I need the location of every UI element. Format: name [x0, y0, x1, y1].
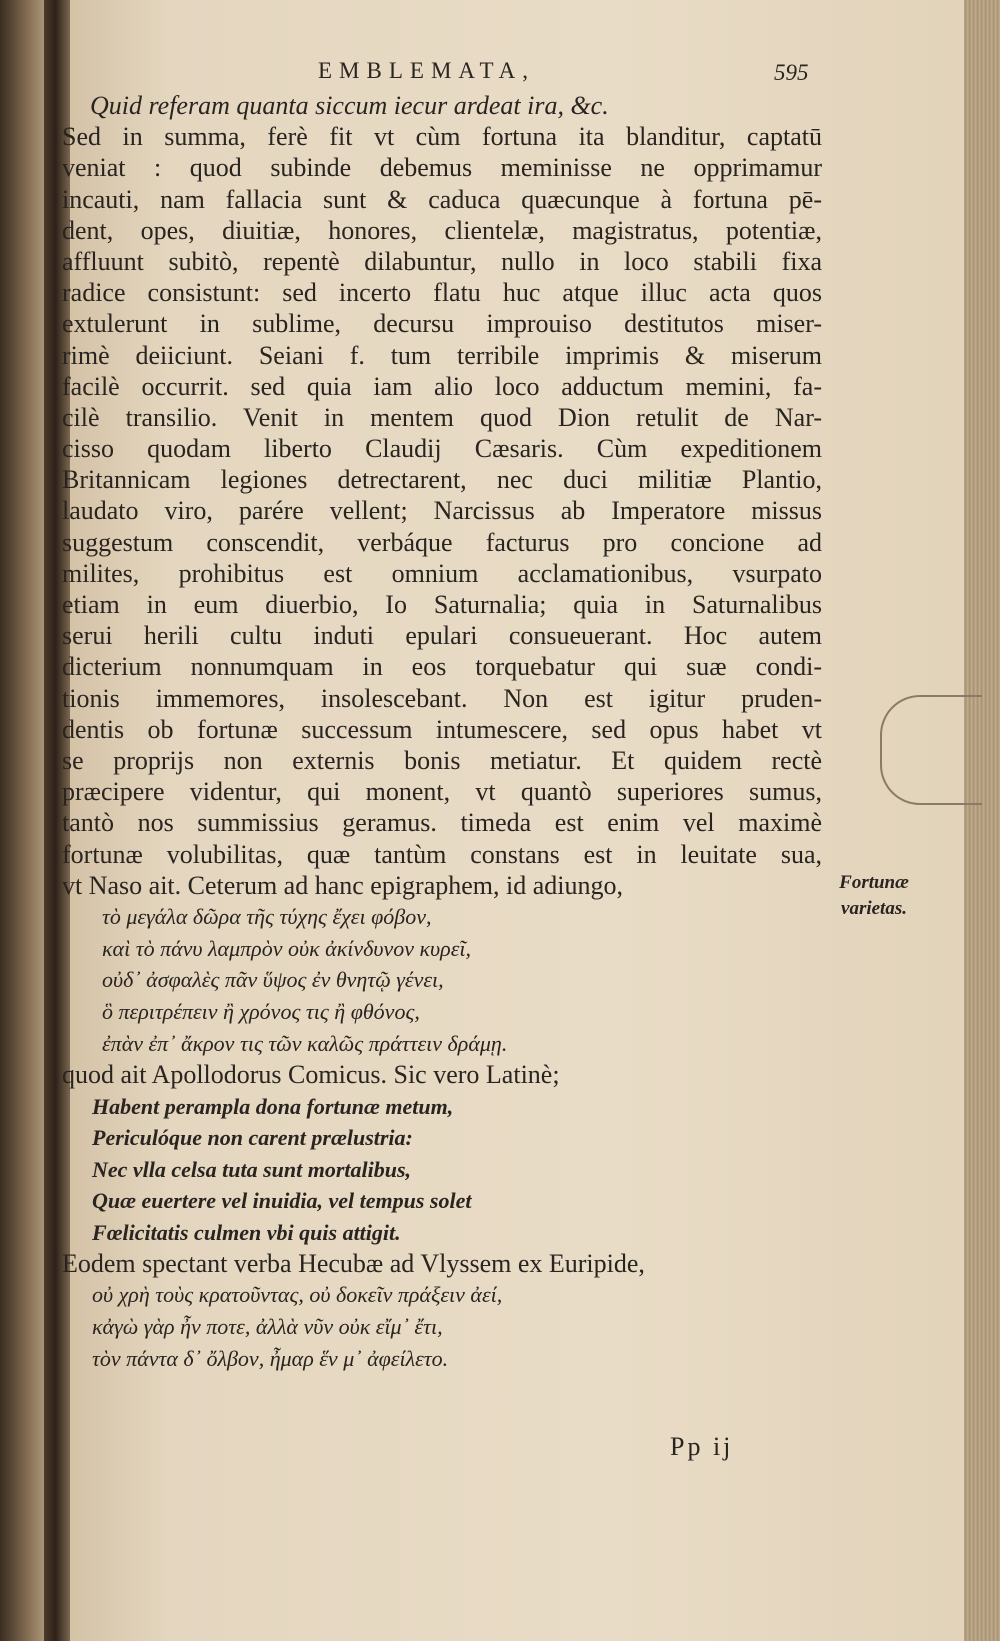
text-line: præcipere videntur, qui monent, vt quantò superiores sumus, — [62, 777, 822, 807]
page-edges — [964, 0, 1000, 1641]
running-head: EMBLEMATA, — [318, 58, 536, 83]
latin-verse-line: Periculóque non carent prælustria: — [92, 1125, 413, 1150]
text-line: facilè occurrit. sed quia iam alio loco adductum memini, fa- — [62, 371, 822, 401]
text-line: cilè transilio. Venit in mentem quod Dion retulit de Nar- — [62, 402, 822, 432]
text-line: quod ait Apollodorus Comicus. Sic vero Latinè; — [62, 1060, 560, 1090]
text-line: se proprijs non externis bonis metiatur. Et quidem rectè — [62, 745, 822, 775]
latin-verse-line: Nec vlla celsa tuta sunt mortalibus, — [92, 1156, 412, 1182]
greek-verse-line: τὸν πάντα δ᾽ ὄλβον, ἦμαρ ἕν μ᾽ ἀφείλετο. — [92, 1345, 449, 1371]
text-line: tionis immemores, insolescebant. Non est igitur pruden- — [62, 683, 822, 713]
latin-verse-line: Fœlicitatis culmen vbi quis attigit. — [92, 1219, 401, 1245]
text-line: radice consistunt: sed incerto flatu huc atque illuc acta quos — [62, 278, 822, 308]
latin-verse-line: Quæ euertere vel inuidia, vel tempus solet — [92, 1188, 472, 1213]
greek-verse-line: κἀγὼ γὰρ ἦν ποτε, ἀλλὰ νῦν οὐκ εἴμ᾽ ἔτι, — [92, 1313, 443, 1339]
text-line: laudato viro, parére vellent; Narcissus ab Imperatore missus — [62, 496, 822, 526]
page-number: 595 — [774, 60, 809, 85]
greek-verse-line: ὃ περιτρέπειν ἢ χρόνος τις ἢ φθόνος, — [102, 998, 420, 1024]
greek-verse-line: καὶ τὸ πάνυ λαμπρὸν οὐκ ἀκίνδυνον κυρεῖ, — [102, 935, 471, 961]
latin-verse-line: Habent perampla dona fortunæ metum, — [92, 1093, 454, 1119]
text-line: Sed in summa, ferè fit vt cùm fortuna ita blanditur, captatū — [62, 122, 822, 152]
text-line: milites, prohibitus est omnium acclamationibus, vsurpato — [62, 558, 822, 588]
text-line: Britannicam legiones detrectarent, nec duci militiæ Plantio, — [62, 465, 822, 495]
text-line: tantò nos summissius geramus. timeda est enim vel maximè — [62, 808, 822, 838]
text-line: Quid referam quanta siccum iecur ardeat ira, &c. — [90, 91, 609, 120]
text-line: dicterium nonnumquam in eos torquebatur qui suæ condi- — [62, 652, 822, 682]
page-clip — [880, 695, 982, 805]
text-line: cisso quodam liberto Claudij Cæsaris. Cùm expeditionem — [62, 434, 822, 464]
text-line: veniat : quod subinde debemus meminisse ne opprimamur — [62, 153, 822, 183]
marginal-note — [814, 870, 934, 922]
text-line: rimè deiiciunt. Seiani f. tum terribile imprimis & miserum — [62, 340, 822, 370]
text-line: serui herili cultu induti epulari consueuerant. Hoc autem — [62, 621, 822, 651]
marginal-note-line: Fortunæ — [839, 872, 909, 893]
greek-verse-line: οὐ χρὴ τοὺς κρατοῦντας, οὐ δοκεῖν πράξειν ἀεί, — [92, 1282, 503, 1308]
text-line: affluunt subitò, repentè dilabuntur, nullo in loco stabili fixa — [62, 246, 822, 276]
text-line: suggestum conscendit, verbáque facturus pro concione ad — [62, 527, 822, 557]
text-line: vt Naso ait. Ceterum ad hanc epigraphem, id adiungo, — [62, 870, 624, 900]
text-line: etiam in eum diuerbio, Io Saturnalia; quia in Saturnalibus — [62, 590, 822, 619]
greek-verse-line: ἐπὰν ἐπ᾽ ἄκρον τις τῶν καλῶς πράττειν δράμῃ. — [102, 1030, 508, 1056]
marginal-note-line: varietas. — [841, 898, 907, 919]
text-line: Eodem spectant verba Hecubæ ad Vlyssem ex Euripide, — [62, 1249, 645, 1278]
greek-verse-line: τὸ μεγάλα δῶρα τῆς τύχης ἔχει φόβον, — [102, 903, 432, 929]
text-line: incauti, nam fallacia sunt & caduca quæcunque à fortuna pē- — [62, 184, 822, 214]
text-line: fortunæ volubilitas, quæ tantùm constans est in leuitate sua, — [62, 839, 822, 869]
signature-mark: Pp ij — [670, 1432, 734, 1461]
text-line: dent, opes, diuitiæ, honores, clientelæ, magistratus, potentiæ, — [62, 215, 822, 245]
text-line: extulerunt in sublime, decursu improuiso destitutos miser- — [62, 309, 822, 339]
text-block — [62, 90, 822, 1374]
greek-verse-line: οὐδ᾽ ἀσφαλὲς πᾶν ὕψος ἐν θνητῷ γένει, — [102, 967, 444, 993]
text-line: dentis ob fortunæ successum intumescere, sed opus habet vt — [62, 714, 822, 744]
